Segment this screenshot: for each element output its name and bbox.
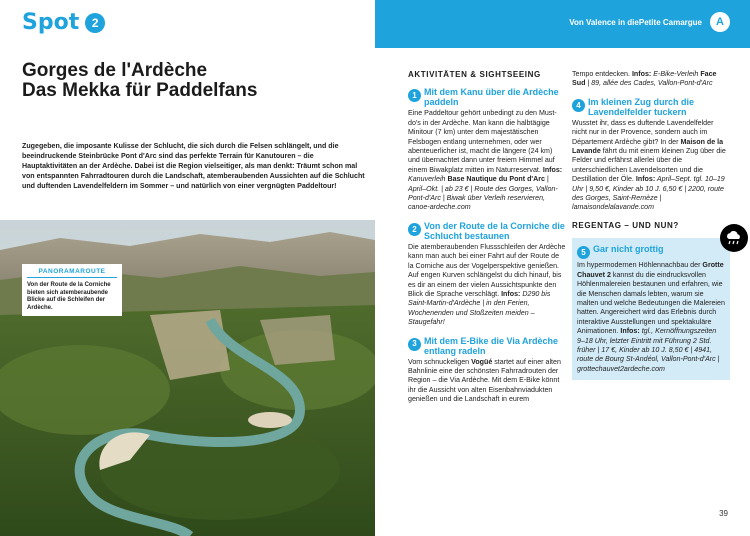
item-title: Gar nicht grottig [593, 244, 664, 255]
item-body: Eine Paddeltour gehört unbedingt zu den Must-do's in der Ardèche. Man kann die halbtägige Minitour (7 km) unter dem majestätischen Felsbogen entlang unternehmen, oder wer abenteuerlicher ist, macht die längere (24 km) und übernachtet dann unter freiem Himmel auf einem Biwakplatz mitten im Naturreservat. [408, 109, 557, 174]
spot-label: Spot [22, 10, 80, 35]
item-title: Mit dem Kanu über die Ardèche paddeln [424, 87, 559, 108]
section-heading-rainy-day: REGENTAG – UND NUN? [572, 220, 679, 230]
rainy-day-box [572, 238, 730, 380]
item-info: Infos: D290 bis Saint-Martin-d'Ardèche | in den Ferien, Wochenenden und Stoßzeiten meiden – Staugefahr! [408, 289, 551, 327]
item-body: Im hypermodernen Höhlennachbau der Grotte Chauvet 2 kannst du die eindrucksvollen Höhlenmalereien bestaunen und erfahren, wie die Menschen damals lebten, warum sie malten und welche Bedeutungen die Malereien hatten. Angereichert wird das Erlebnis durch interaktive Ausstellungen und spektakuläre Animationen. Infos: tgl., Kernöffnungszeiten 9–18 Uhr, letzter Eintritt mit Führung 2 Std. früher | 17 €, Kinder ab 10 J. 8,50 € | 4941, route de Bourg St-Andéol, Vallon-Pont-d'Arc | grottechauvet2ardeche.com [577, 261, 725, 373]
item-body: Vom schnuckeligen Vogüé startet auf einer alten Bahnlinie eine der schönsten Fahrradrouten der Region – die Via Ardèche. Mit dem E-Bike könnt ihr die Aussicht von alten Eisenbahnviadukten genießen und die Landschaft in eurem [408, 357, 561, 404]
item-body: Die atemberaubenden Flussschleifen der Ardèche kann man auch bei einer Fahrt auf der Route de la Corniche aus der Vogelperspektive genießen. Auf engen Kurven schlängelst du dich hinauf, bis es dir an einem der vielen Aussichtspunkte den Blick die Sprache verschlägt. [408, 242, 566, 298]
activity-item-3-continued: Tempo entdecken. Infos: E-Bike-Verleih Face Sud | 89, allée des Cades, Vallon-Pont-d'Arc [572, 70, 717, 88]
item-title: Im kleinen Zug durch die Lavendelfelder tuckern [588, 96, 695, 117]
item-info: Infos: Kanuverleih Base Nautique du Pont d'Arc | April–Okt. | ab 23 € | Route des Gorges, Vallon-Pont-d'Arc | Biwak über Verleih reservieren, canoe-ardeche.com [408, 165, 563, 212]
caption-title: PANORAMAROUTE [27, 268, 117, 278]
page-title: Gorges de l'Ardèche [22, 60, 208, 81]
page-number: 39 [719, 509, 728, 518]
caption-text: Von der Route de la Corniche bieten sich atemberaubende Blicke auf die Schleifen der Ardèche. [27, 282, 111, 311]
compass-icon [710, 12, 730, 32]
item-title: Von der Route de la Corniche die Schlucht bestaunen [424, 220, 565, 241]
item-number-badge: 1 [408, 89, 421, 102]
activity-item-3 [408, 336, 566, 405]
right-column-1 [408, 70, 566, 413]
page-subtitle: Das Mekka für Paddelfans [22, 80, 258, 101]
photo-caption-box [22, 264, 122, 316]
item-number-badge: 2 [408, 223, 421, 236]
spot-header [22, 10, 105, 35]
intro-paragraph: Zugegeben, die imposante Kulisse der Schlucht, die sich durch die Felsen schlängelt, und die beeindruckende Steinbrücke Pont d'Arc sind das perfekte Terrain für Kanutouren – die Hauptaktivitäten an der Ardèche. Dabei ist die Region vielseitiger, als man denkt: Träumt schon mal von entspannten Fahrradtouren durch die Landschaft, atemberaubenden Aussichten auf die Schlucht und duftenden Lavendelfeldern im Sommer – und natürlich von einer vergnügten Paddeltour! [22, 142, 365, 190]
right-column-2 [572, 70, 730, 380]
rain-cloud-icon [720, 224, 748, 252]
item-number-badge: 5 [577, 246, 590, 259]
item-body: Wusstet ihr, dass es duftende Lavendelfelder nicht nur in der Provence, sondern auch im Département Ardèche gibt? In der Maison de la Lavande fährt du mit einem kleinen Zug über die Felder und erfährst allerlei über die unterschiedlichen Lavendelsorten und die Destillation der Öle. Infos: April–Sept. tgl. 10–19 Uhr | 9,50 €, Kinder ab 10 J. 6,50 € | 2200, route des Gorges, Saint-Remèze | lamaisondelalavande.com [572, 118, 726, 212]
item-number-badge: 4 [572, 99, 585, 112]
activity-item-1 [408, 87, 566, 212]
activity-item-2 [408, 221, 566, 328]
item-title: Mit dem E-Bike die Via Ardèche entlang radeln [424, 335, 559, 356]
region-title: Von Valence in diePetite Camargue [569, 18, 702, 27]
section-heading-activities: AKTIVITÄTEN & SIGHTSEEING [408, 70, 541, 79]
spot-number-badge: 2 [85, 13, 105, 33]
compass-letter: A [716, 16, 724, 28]
item-number-badge: 3 [408, 338, 421, 351]
activity-item-4 [572, 97, 730, 213]
